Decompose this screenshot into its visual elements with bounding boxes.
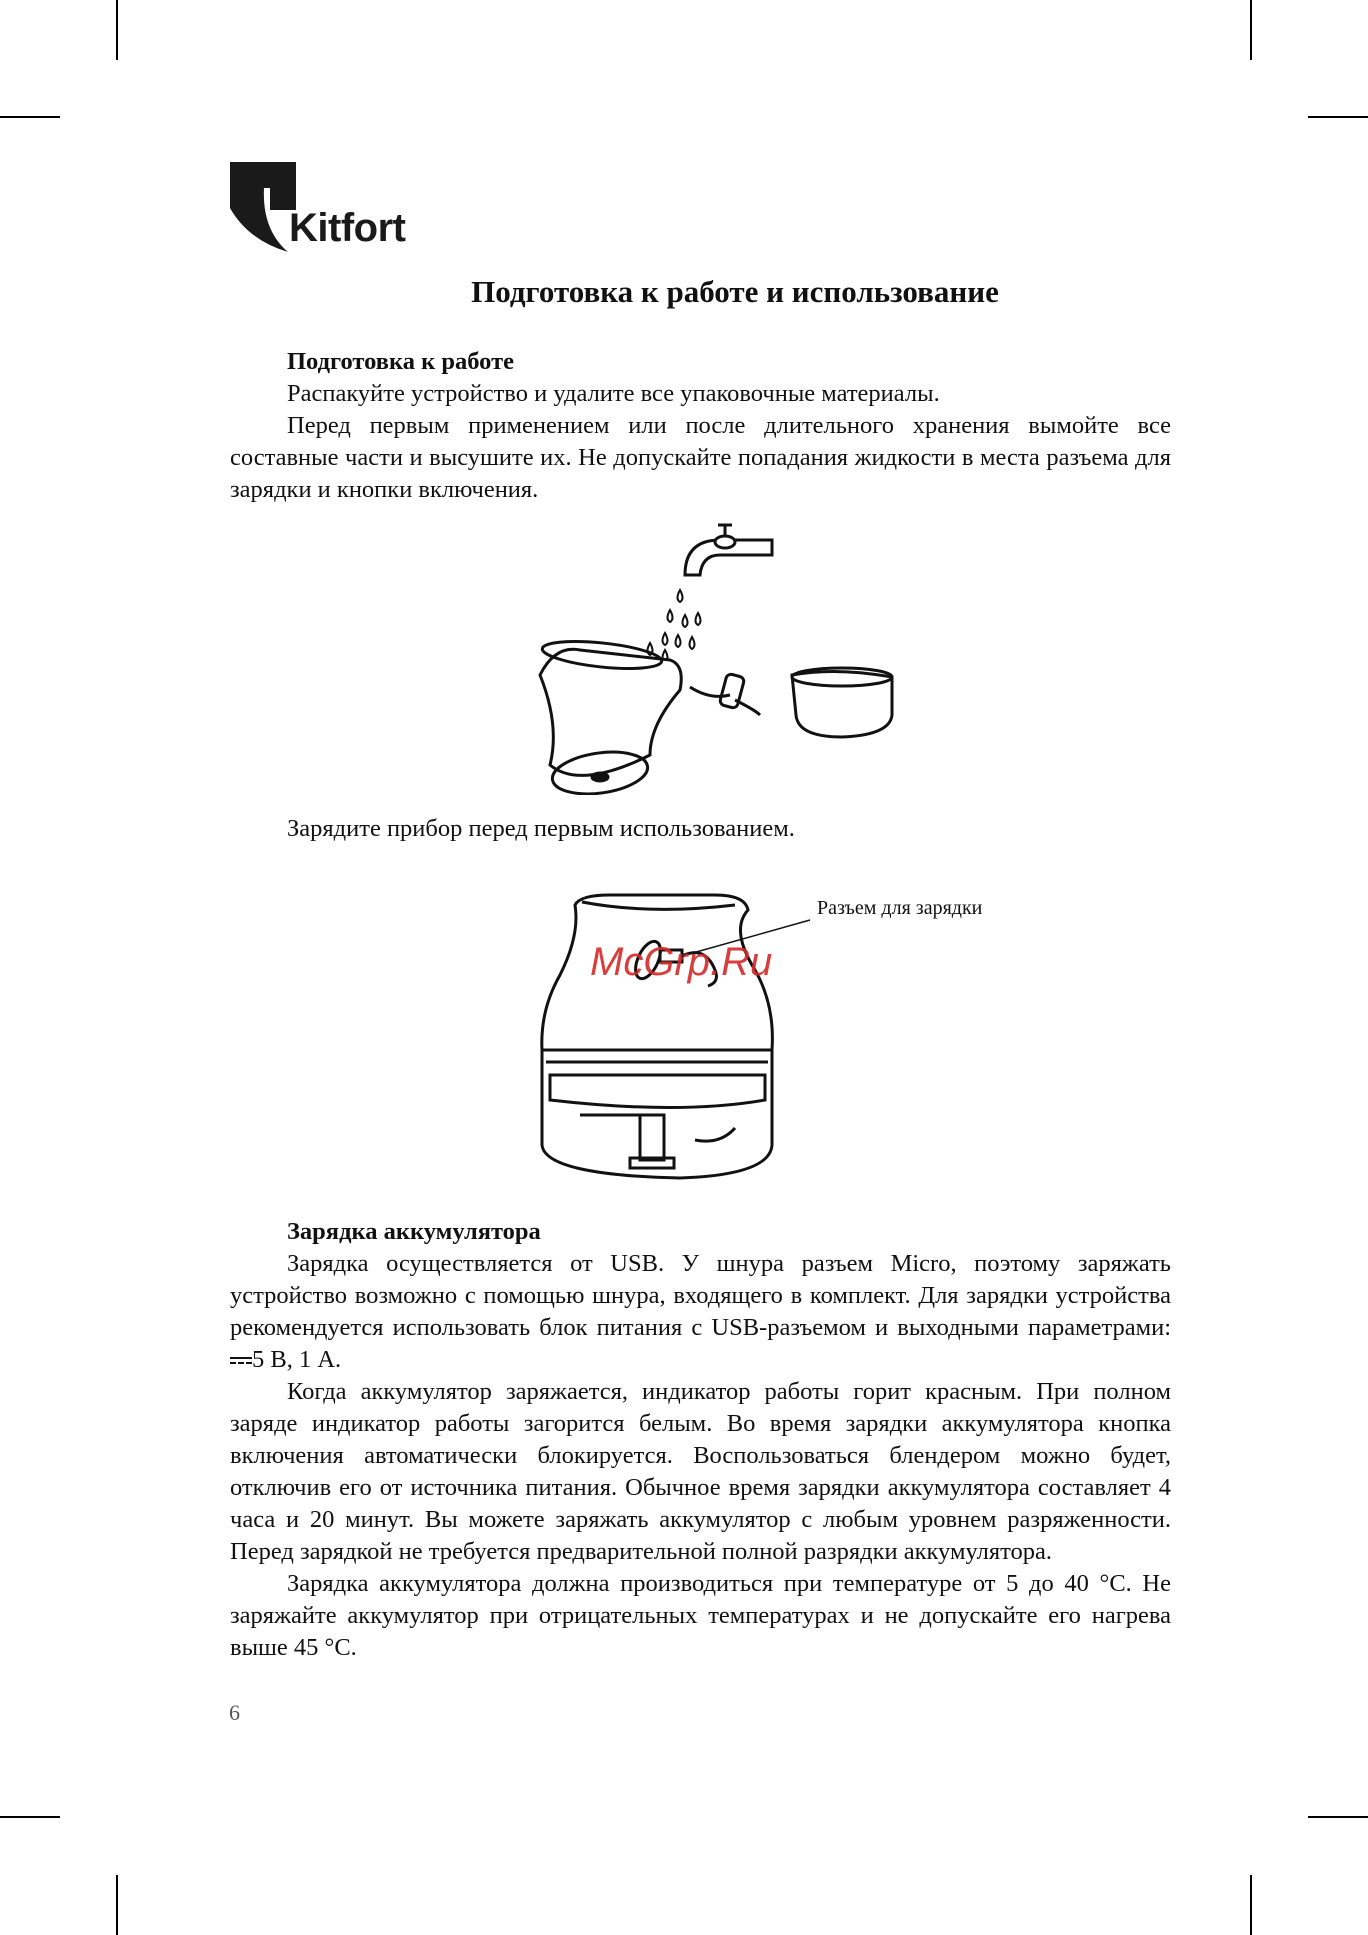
preparation-heading: Подготовка к работе — [287, 348, 515, 375]
wash-paragraph: Перед первым применением или после длительного хранения вымойте все составные части и высушите их. Не допускайте попадания жидкости в места разъема для зарядки и кнопки включения. — [230, 412, 1171, 503]
charge-before-use-text: Зарядите прибор перед первым использованием. — [287, 815, 795, 842]
crop-mark — [1308, 1816, 1368, 1818]
battery-charging-section — [230, 1216, 1171, 1664]
page-title: Подготовка к работе и использование — [471, 274, 999, 309]
temperature-paragraph: Зарядка аккумулятора должна производиться при температуре от 5 до 40 °С. Не заряжайте аккумулятор при отрицательных температурах и не допускайте его нагрева выше 45 °С. — [230, 1570, 1171, 1661]
crop-mark — [1250, 0, 1252, 60]
washing-illustration — [520, 515, 900, 795]
dc-current-icon — [230, 1355, 252, 1367]
usb-charging-paragraph: Зарядка осуществляется от USB. У шнура разъем Micro, поэтому заряжать устройство возможно с помощью шнура, входящего в комплект. Для зарядки устройства рекомендуется использовать блок питания с USB-разъемом и выходными параметрами: 5 В, 1 А. — [230, 1250, 1171, 1373]
crop-mark — [0, 116, 60, 118]
crop-mark — [1250, 1875, 1252, 1935]
battery-heading: Зарядка аккумулятора — [287, 1218, 541, 1245]
crop-mark — [116, 1875, 118, 1935]
unpack-paragraph: Распакуйте устройство и удалите все упаковочные материалы. — [287, 380, 940, 407]
crop-mark — [116, 0, 118, 60]
crop-mark — [1308, 116, 1368, 118]
preparation-section — [230, 346, 1171, 506]
watermark-text: McGrp.Ru — [590, 940, 773, 984]
page-number: 6 — [229, 1700, 240, 1725]
brand-logo-text: Kitfort — [289, 206, 406, 250]
charging-port-label: Разъем для зарядки — [817, 897, 983, 919]
charging-port-illustration — [530, 890, 830, 1190]
indicator-paragraph: Когда аккумулятор заряжается, индикатор работы горит красным. При полном заряде индикатор работы загорится белым. Во время зарядки аккумулятора кнопка включения автоматически блокируется. Воспользоваться блендером можно будет, отключив его от источника питания. Обычное время зарядки аккумулятора составляет 4 часа и 20 минут. Вы можете заряжать аккумулятор с любым уровнем разряженности. Перед зарядкой не требуется предварительной полной разрядки аккумулятора. — [230, 1378, 1171, 1565]
crop-mark — [0, 1816, 60, 1818]
